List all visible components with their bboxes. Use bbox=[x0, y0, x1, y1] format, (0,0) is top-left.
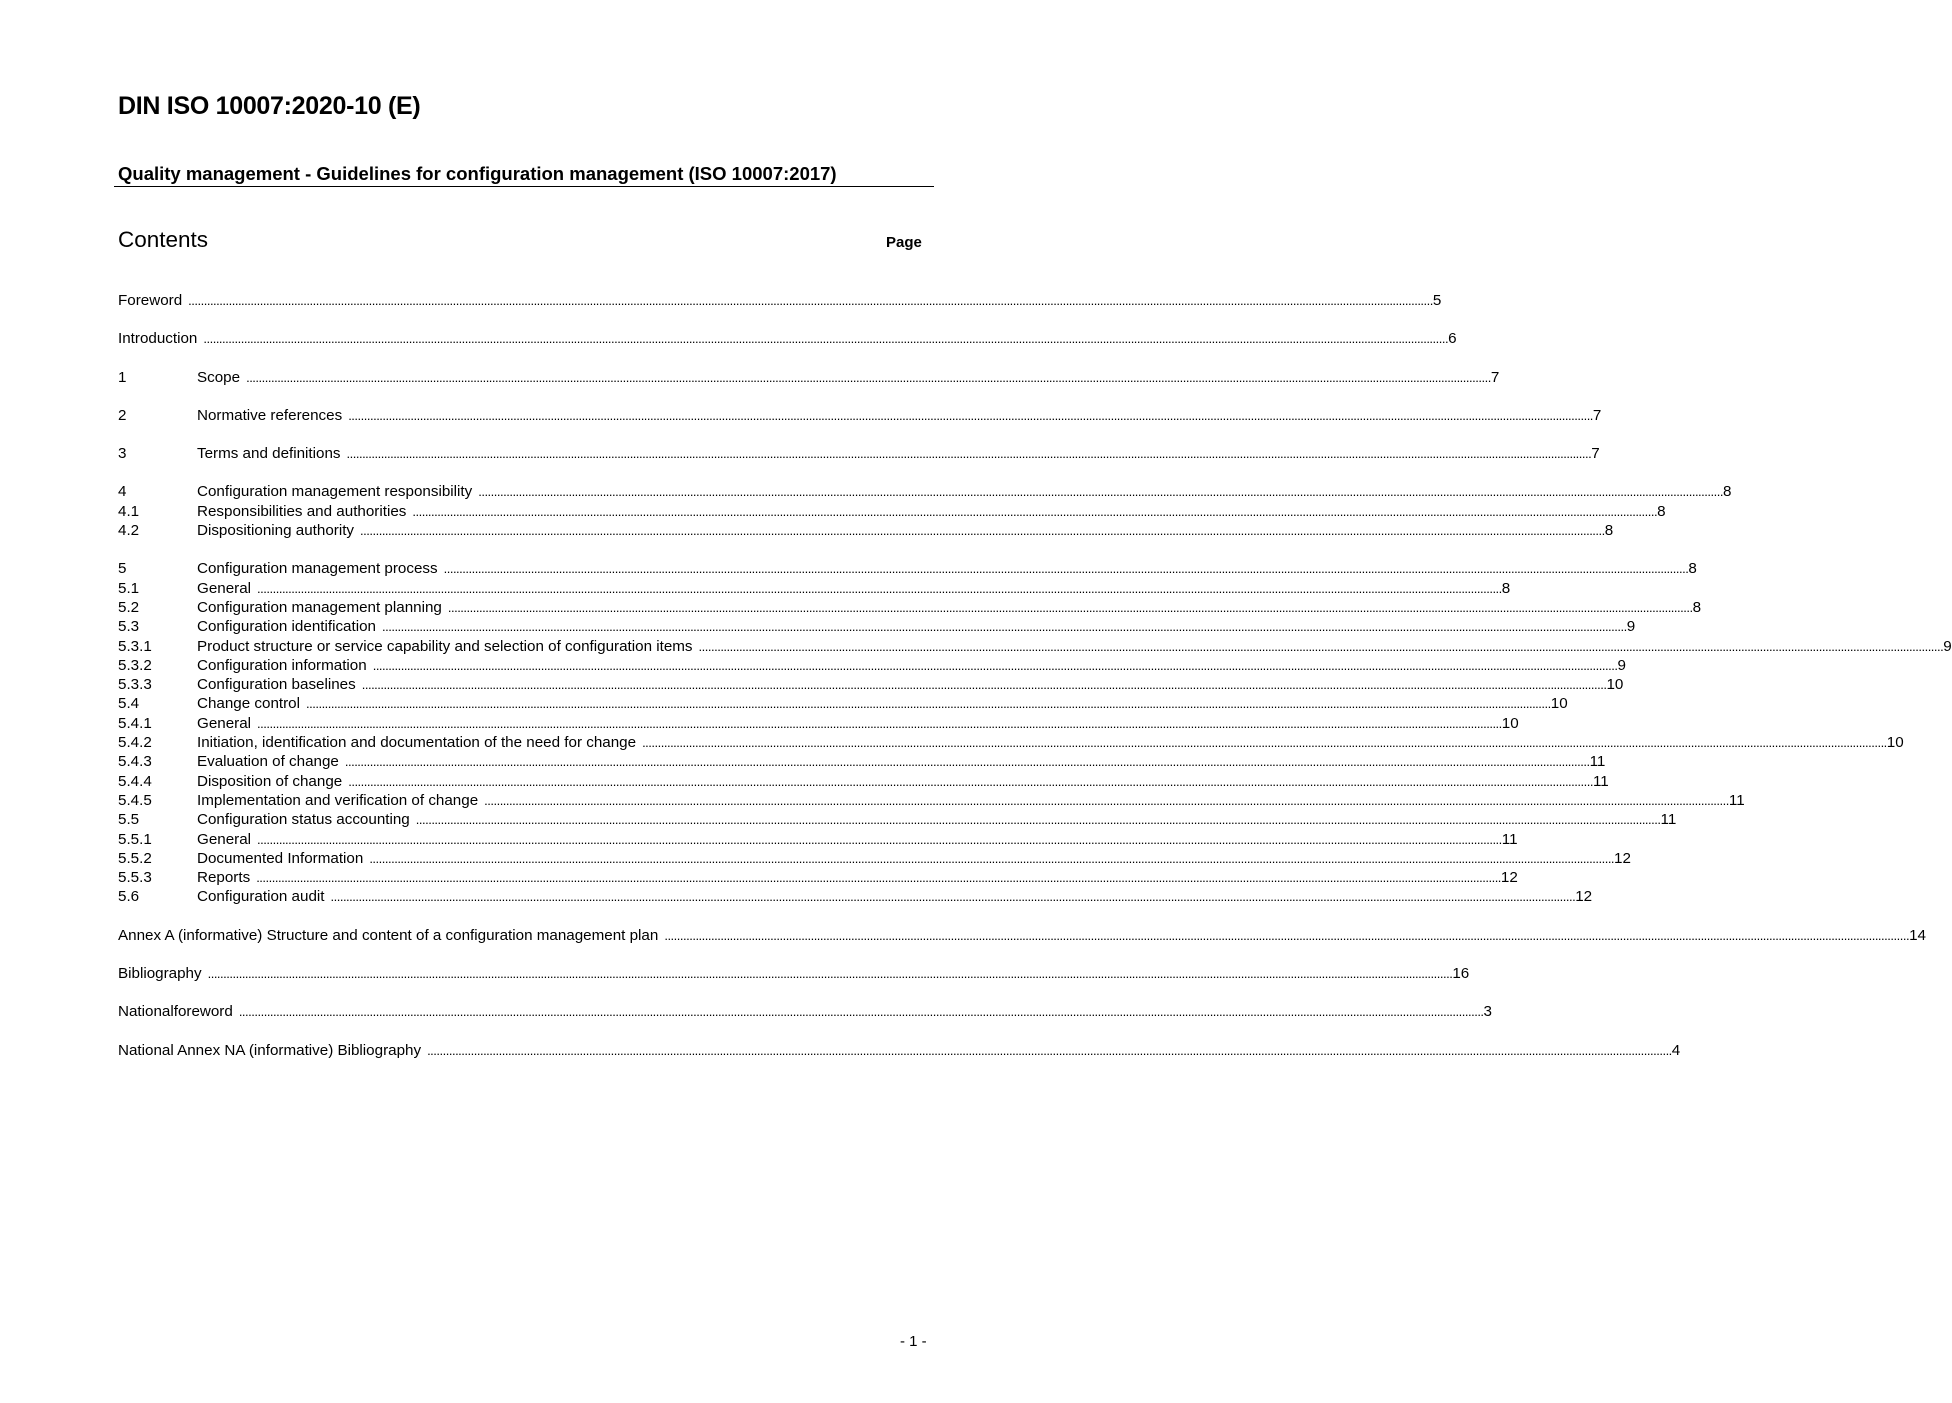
toc-entry-number: 5.4.3 bbox=[118, 753, 152, 771]
toc-entry-page: 11 bbox=[1660, 811, 1677, 829]
document-title: DIN ISO 10007:2020-10 (E) bbox=[118, 92, 421, 120]
toc-entry-number: 2 bbox=[118, 406, 127, 424]
toc-entry-number: 5 bbox=[118, 560, 127, 578]
toc-entry-title: Configuration audit bbox=[197, 888, 325, 906]
toc-entry-title: Nationalforeword bbox=[118, 1003, 233, 1021]
toc-entry-page: 11 bbox=[1589, 753, 1606, 771]
toc-entry-title: Change control bbox=[197, 695, 301, 713]
subtitle-underline bbox=[114, 186, 934, 187]
toc-entry[interactable] bbox=[118, 694, 1568, 713]
toc-entry[interactable] bbox=[118, 1041, 1681, 1060]
toc-entry-title: Implementation and verification of change bbox=[197, 791, 479, 809]
toc-entry-number: 5.5.1 bbox=[118, 830, 152, 848]
toc-entry-page: 4 bbox=[1671, 1041, 1681, 1059]
toc-entry-number: 5.5.2 bbox=[118, 849, 152, 867]
document-subtitle: Quality management - Guidelines for configuration management (ISO 10007:2017) bbox=[118, 163, 837, 184]
toc-dot-leader: ................................................................................................................................................................................................................................................................................................................................................................................................................ bbox=[348, 773, 1593, 789]
page-number: - 1 - bbox=[900, 1333, 927, 1350]
toc-entry-title: Reports bbox=[197, 869, 251, 887]
toc-entry-title: Disposition of change bbox=[197, 772, 343, 790]
toc-entry-page: 10 bbox=[1606, 676, 1624, 694]
toc-entry-number: 5.3.1 bbox=[118, 637, 152, 655]
toc-entry-page: 8 bbox=[1692, 598, 1702, 616]
toc-entry[interactable] bbox=[118, 733, 1904, 752]
toc-entry-number: 4.2 bbox=[118, 522, 140, 540]
toc-entry-number: 5.1 bbox=[118, 579, 140, 597]
toc-dot-leader: ................................................................................................................................................................................................................................................................................................................................................................................................................ bbox=[478, 484, 1723, 500]
toc-entry[interactable] bbox=[118, 444, 1600, 463]
toc-entry[interactable] bbox=[118, 502, 1666, 521]
toc-entry-page: 6 bbox=[1448, 330, 1457, 348]
toc-entry[interactable] bbox=[118, 887, 1593, 906]
toc-entry-page: 11 bbox=[1592, 772, 1609, 790]
toc-entry-number: 5.3.3 bbox=[118, 676, 152, 694]
toc-entry-page: 9 bbox=[1943, 637, 1952, 655]
toc-dot-leader: ................................................................................................................................................................................................................................................................................................................................................................................................................ bbox=[346, 446, 1592, 462]
toc-entry[interactable] bbox=[118, 868, 1518, 887]
toc-entry[interactable] bbox=[118, 675, 1624, 694]
toc-dot-leader: ................................................................................................................................................................................................................................................................................................................................................................................................................ bbox=[642, 735, 1887, 751]
toc-entry-number: 5.5.3 bbox=[118, 869, 152, 887]
toc-entry-number: 5.2 bbox=[118, 598, 140, 616]
toc-entry[interactable] bbox=[118, 810, 1677, 829]
toc-entry-page: 8 bbox=[1722, 483, 1732, 501]
toc-entry-title: General bbox=[197, 714, 252, 732]
toc-entry-title: Evaluation of change bbox=[197, 753, 339, 771]
toc-entry-title: Configuration management process bbox=[197, 560, 438, 578]
toc-dot-leader: ................................................................................................................................................................................................................................................................................................................................................................................................................ bbox=[443, 561, 1689, 577]
toc-entry[interactable] bbox=[118, 830, 1518, 849]
toc-dot-leader: ................................................................................................................................................................................................................................................................................................................................................................................................................ bbox=[246, 369, 1491, 385]
toc-dot-leader: ................................................................................................................................................................................................................................................................................................................................................................................................................ bbox=[238, 1004, 1484, 1020]
toc-entry-title: Configuration identification bbox=[197, 618, 376, 636]
toc-entry[interactable] bbox=[118, 598, 1702, 617]
toc-entry-page: 9 bbox=[1617, 656, 1626, 674]
toc-entry[interactable] bbox=[118, 482, 1732, 501]
toc-entry[interactable] bbox=[118, 368, 1500, 387]
toc-entry[interactable] bbox=[118, 772, 1609, 791]
toc-dot-leader: ................................................................................................................................................................................................................................................................................................................................................................................................................ bbox=[382, 619, 1627, 635]
toc-entry-number: 5.3.2 bbox=[118, 656, 152, 674]
toc-entry-title: Annex A (informative) Structure and content of a configuration management plan bbox=[118, 926, 659, 944]
toc-entry[interactable] bbox=[118, 329, 1457, 348]
toc-entry-page: 14 bbox=[1909, 926, 1926, 944]
toc-entry-title: Introduction bbox=[118, 330, 198, 348]
toc-dot-leader: ................................................................................................................................................................................................................................................................................................................................................................................................................ bbox=[664, 927, 1910, 943]
toc-entry-page: 12 bbox=[1575, 888, 1593, 906]
toc-dot-leader: ................................................................................................................................................................................................................................................................................................................................................................................................................ bbox=[415, 812, 1661, 828]
toc-entry[interactable] bbox=[118, 291, 1442, 310]
toc-entry-page: 10 bbox=[1550, 695, 1568, 713]
toc-entry-title: Bibliography bbox=[118, 965, 202, 983]
toc-entry-page: 7 bbox=[1592, 406, 1602, 424]
toc-entry[interactable] bbox=[118, 617, 1636, 636]
toc-entry-title: Terms and definitions bbox=[197, 445, 341, 463]
toc-entry-title: Configuration management planning bbox=[197, 598, 442, 616]
toc-dot-leader: ................................................................................................................................................................................................................................................................................................................................................................................................................ bbox=[203, 331, 1449, 347]
toc-dot-leader: ................................................................................................................................................................................................................................................................................................................................................................................................................ bbox=[256, 870, 1501, 886]
toc-entry-title: Scope bbox=[197, 368, 241, 386]
toc-entry[interactable] bbox=[118, 406, 1602, 425]
toc-entry-title: Dispositioning authority bbox=[197, 522, 355, 540]
toc-entry-page: 3 bbox=[1483, 1003, 1492, 1021]
toc-entry[interactable] bbox=[118, 791, 1745, 810]
toc-entry-page: 11 bbox=[1501, 830, 1518, 848]
toc-entry-number: 3 bbox=[118, 445, 127, 463]
toc-entry[interactable] bbox=[118, 579, 1511, 598]
toc-entry[interactable] bbox=[118, 964, 1470, 983]
toc-entry-title: National Annex NA (informative) Bibliography bbox=[118, 1041, 422, 1059]
toc-entry-title: Documented Information bbox=[197, 849, 364, 867]
toc-entry-page: 7 bbox=[1591, 445, 1600, 463]
toc-entry-number: 5.3 bbox=[118, 618, 140, 636]
toc-entry[interactable] bbox=[118, 849, 1631, 868]
toc-entry-title: General bbox=[197, 579, 252, 597]
toc-entry-title: Configuration baselines bbox=[197, 676, 356, 694]
page-column-heading: Page bbox=[886, 234, 922, 251]
toc-entry[interactable] bbox=[118, 752, 1606, 771]
toc-dot-leader: ................................................................................................................................................................................................................................................................................................................................................................................................................ bbox=[427, 1042, 1672, 1058]
toc-dot-leader: ................................................................................................................................................................................................................................................................................................................................................................................................................ bbox=[306, 696, 1551, 712]
toc-entry[interactable] bbox=[118, 521, 1614, 540]
toc-dot-leader: ................................................................................................................................................................................................................................................................................................................................................................................................................ bbox=[257, 715, 1502, 731]
toc-entry-title: Configuration management responsibility bbox=[197, 483, 473, 501]
toc-dot-leader: ................................................................................................................................................................................................................................................................................................................................................................................................................ bbox=[484, 792, 1729, 808]
toc-entry[interactable] bbox=[118, 637, 1952, 656]
toc-dot-leader: ................................................................................................................................................................................................................................................................................................................................................................................................................ bbox=[372, 657, 1618, 673]
toc-entry-page: 10 bbox=[1501, 714, 1519, 732]
toc-entry-number: 4.1 bbox=[118, 502, 140, 520]
toc-dot-leader: ................................................................................................................................................................................................................................................................................................................................................................................................................ bbox=[344, 754, 1590, 770]
toc-entry[interactable] bbox=[118, 559, 1697, 578]
toc-dot-leader: ................................................................................................................................................................................................................................................................................................................................................................................................................ bbox=[207, 966, 1453, 982]
toc-dot-leader: ................................................................................................................................................................................................................................................................................................................................................................................................................ bbox=[412, 503, 1658, 519]
toc-entry-title: Configuration status accounting bbox=[197, 811, 410, 829]
toc-dot-leader: ................................................................................................................................................................................................................................................................................................................................................................................................................ bbox=[447, 599, 1693, 615]
toc-entry-title: Initiation, identification and documentation of the need for change bbox=[197, 734, 637, 752]
toc-entry-title: Product structure or service capability and selection of configuration items bbox=[197, 637, 693, 655]
toc-entry-page: 11 bbox=[1728, 791, 1745, 809]
toc-entry-page: 7 bbox=[1490, 368, 1500, 386]
toc-entry-number: 5.4 bbox=[118, 695, 140, 713]
toc-entry-page: 5 bbox=[1432, 292, 1442, 309]
toc-entry-page: 10 bbox=[1886, 734, 1904, 752]
toc-entry[interactable] bbox=[118, 656, 1626, 675]
table-of-contents bbox=[118, 291, 1952, 1060]
contents-heading: Contents bbox=[118, 227, 209, 252]
toc-entry-number: 4 bbox=[118, 483, 127, 501]
toc-entry-title: Foreword bbox=[118, 292, 183, 309]
toc-entry-page: 12 bbox=[1614, 849, 1631, 867]
toc-dot-leader: ................................................................................................................................................................................................................................................................................................................................................................................................................ bbox=[360, 523, 1605, 539]
toc-dot-leader: ................................................................................................................................................................................................................................................................................................................................................................................................................ bbox=[257, 831, 1502, 847]
toc-entry[interactable] bbox=[118, 714, 1519, 733]
toc-entry-page: 8 bbox=[1688, 560, 1697, 578]
toc-entry-number: 5.6 bbox=[118, 888, 140, 906]
toc-entry-title: Responsibilities and authorities bbox=[197, 502, 407, 520]
toc-dot-leader: ................................................................................................................................................................................................................................................................................................................................................................................................................ bbox=[257, 580, 1502, 596]
toc-entry-title: General bbox=[197, 830, 252, 848]
toc-entry-title: Normative references bbox=[197, 406, 343, 424]
toc-dot-leader: ................................................................................................................................................................................................................................................................................................................................................................................................................ bbox=[348, 407, 1593, 423]
toc-entry-page: 8 bbox=[1604, 522, 1614, 540]
toc-entry-page: 8 bbox=[1657, 502, 1666, 520]
toc-entry-number: 5.4.2 bbox=[118, 734, 152, 752]
toc-entry-title: Configuration information bbox=[197, 656, 367, 674]
toc-dot-leader: ................................................................................................................................................................................................................................................................................................................................................................................................................ bbox=[188, 293, 1433, 308]
toc-entry-number: 5.4.1 bbox=[118, 714, 152, 732]
toc-dot-leader: ................................................................................................................................................................................................................................................................................................................................................................................................................ bbox=[330, 889, 1576, 905]
toc-dot-leader: ................................................................................................................................................................................................................................................................................................................................................................................................................ bbox=[361, 677, 1607, 693]
toc-entry-number: 5.5 bbox=[118, 811, 140, 829]
toc-dot-leader: ................................................................................................................................................................................................................................................................................................................................................................................................................ bbox=[698, 638, 1944, 654]
toc-entry-page: 16 bbox=[1452, 965, 1470, 983]
toc-dot-leader: ................................................................................................................................................................................................................................................................................................................................................................................................................ bbox=[369, 850, 1615, 866]
toc-entry-page: 12 bbox=[1500, 869, 1518, 887]
toc-entry[interactable] bbox=[118, 926, 1926, 945]
toc-entry-number: 5.4.5 bbox=[118, 791, 152, 809]
toc-entry-page: 8 bbox=[1501, 579, 1511, 597]
toc-entry-page: 9 bbox=[1626, 618, 1636, 636]
toc-entry-number: 5.4.4 bbox=[118, 772, 152, 790]
toc-entry-number: 1 bbox=[118, 368, 127, 386]
toc-entry[interactable] bbox=[118, 1002, 1492, 1021]
